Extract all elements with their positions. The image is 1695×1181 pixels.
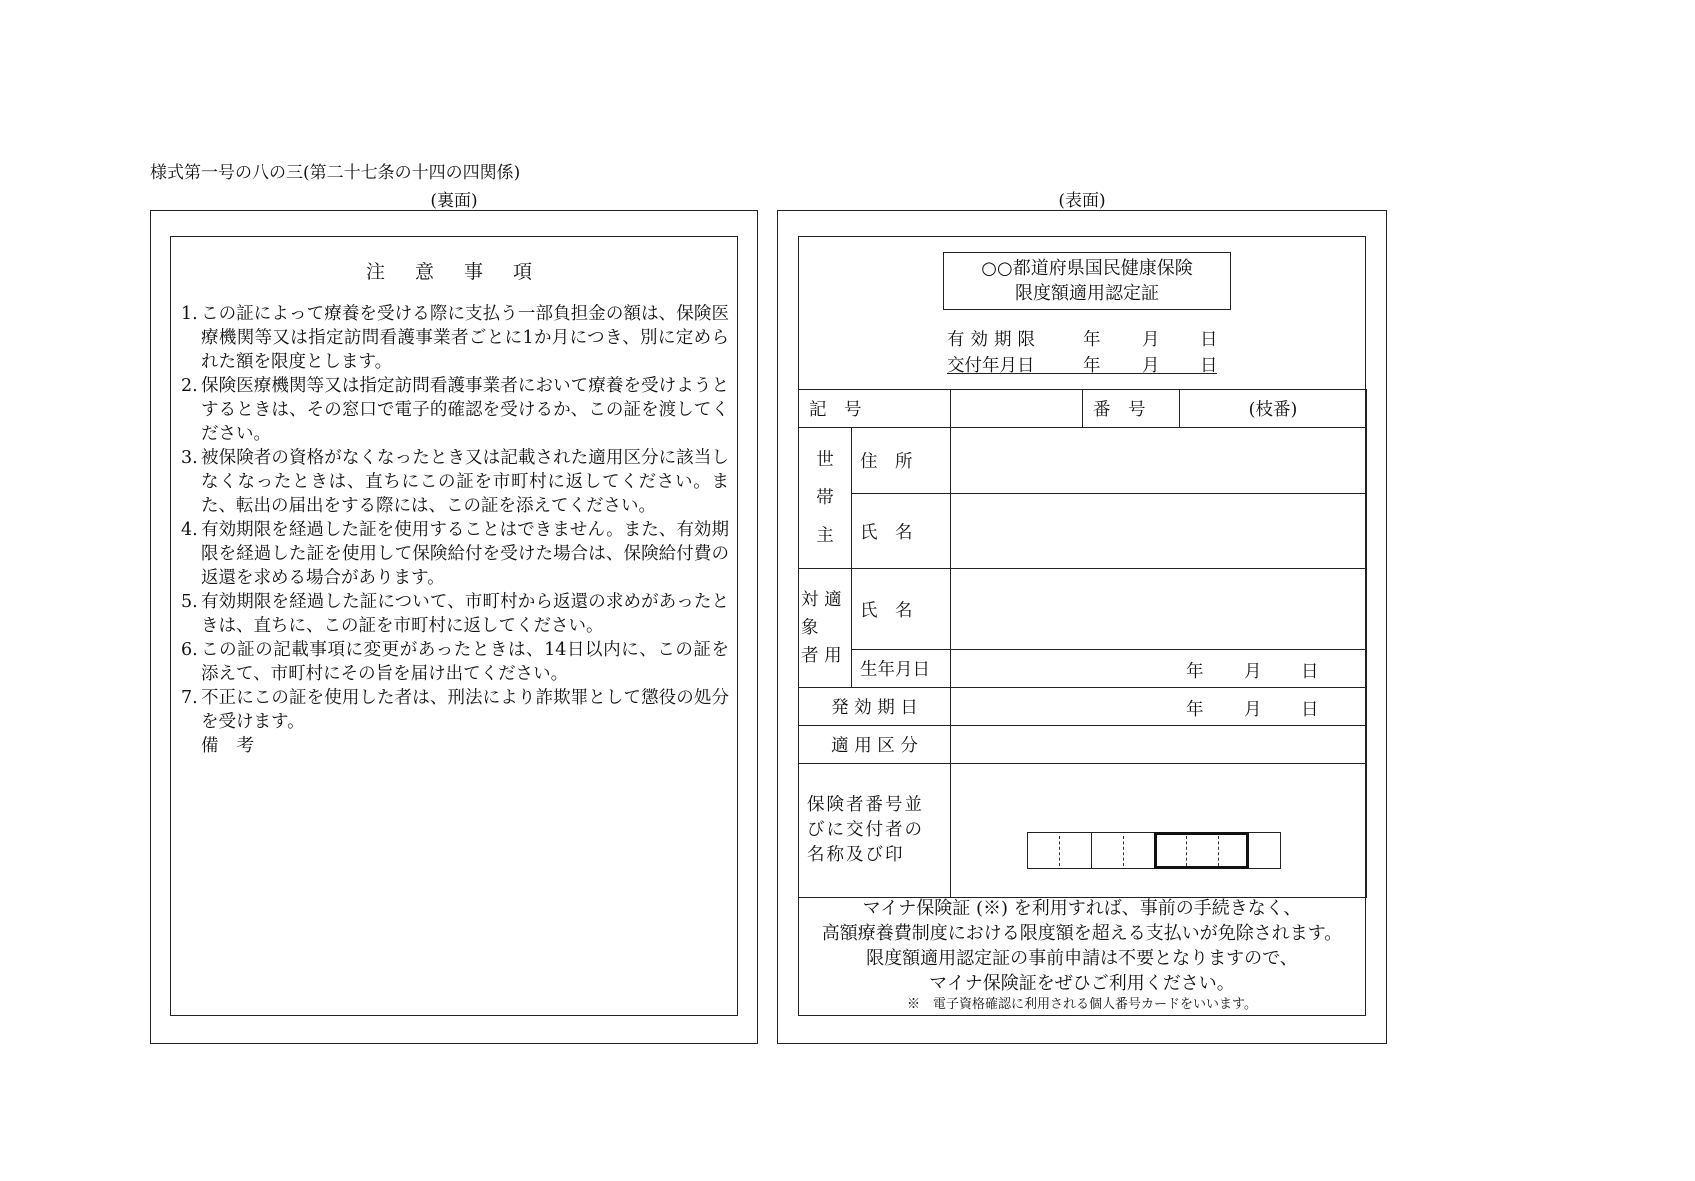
target-person-label-line: 対 適 [801, 590, 842, 610]
target-name-label: 氏 名 [852, 569, 951, 650]
target-person-label-line: 者 用 [801, 646, 842, 666]
note-number: 7. [181, 688, 198, 708]
insurer-number-divider [1027, 832, 1028, 869]
note-text: 被保険者の資格がなくなったとき又は記載された適用区分に該当しなくなったときは、直ちにこの証を市町村に返してください。また、転出の届出をする際には、この証を添えてください。 [201, 448, 729, 516]
effective-day-label: 日 [1301, 700, 1319, 720]
certificate-fields-table [798, 389, 1367, 898]
effective-month-label: 月 [1244, 700, 1262, 720]
householder-label-char: 主 [816, 526, 834, 546]
note-item [181, 638, 729, 686]
householder-label-char: 世 [816, 450, 834, 470]
householder-label-char: 帯 [816, 488, 834, 508]
note-item [181, 518, 729, 590]
notice-line: 高額療養費制度における限度額を超える支払いが免除されます。 [821, 923, 1343, 944]
insurer-info-label-line: 名称及び印 [807, 845, 905, 865]
insurer-name-title: ○○都道府県国民健康保険 [981, 258, 1193, 279]
birth-date-value [951, 650, 1367, 688]
householder-address-value [951, 428, 1367, 494]
effective-date-label: 発 効 期 日 [799, 688, 951, 726]
insurer-number-bold-box [1154, 832, 1249, 869]
target-person-label-cell [799, 569, 852, 688]
insurer-number-divider [1059, 836, 1060, 866]
birth-day-label: 日 [1301, 662, 1319, 682]
notice-line: マイナ保険証をぜひご利用ください。 [929, 973, 1235, 994]
issue-date-label: 交付年月日 [947, 356, 1035, 376]
insurer-info-label-line: 保険者番号並 [807, 795, 924, 815]
effective-year-label: 年 [1186, 700, 1204, 720]
valid-until-label: 有効期限 [947, 330, 1041, 350]
notice-footnote: ※ 電子資格確認に利用される個人番号カードをいいます。 [907, 997, 1257, 1012]
householder-name-label: 氏 名 [852, 494, 951, 569]
insurer-info-label-cell [799, 764, 951, 898]
note-item [181, 686, 729, 734]
insurer-number-divider [1123, 836, 1124, 866]
form-title: 様式第一号の八の三(第二十七条の十四の四関係) [150, 163, 521, 183]
insurer-number-divider [1091, 832, 1092, 869]
valid-month-label: 月 [1142, 330, 1160, 350]
note-text: この証の記載事項に変更があったときは、14日以内に、この証を添えて、市町村にその旨を届け出てください。 [201, 640, 729, 684]
note-text: この証によって療養を受ける際に支払う一部負担金の額は、保険医療機関等又は指定訪問看護事業者ごとに1か月につき、別に定められた額を限度とします。 [201, 304, 729, 372]
notice-line: 限度額適用認定証の事前申請は不要となりますので、 [866, 948, 1298, 969]
branch-number-label: (枝番) [1180, 390, 1367, 428]
note-item [181, 446, 729, 518]
birth-month-label: 月 [1244, 662, 1262, 682]
householder-label-cell [799, 428, 852, 569]
note-number: 3. [181, 448, 198, 468]
certificate-title-box [943, 252, 1231, 310]
householder-name-value [951, 494, 1367, 569]
notes-heading: 注 意 事 項 [365, 261, 545, 283]
birth-date-label: 生年月日 [852, 650, 951, 688]
issue-day-label: 日 [1200, 356, 1218, 376]
note-number: 4. [181, 520, 198, 540]
note-text: 有効期限を経過した証を使用することはできません。また、有効期限を経過した証を使用して保険給付を受けた場合は、保険給付費の返還を求める場合があります。 [201, 520, 729, 588]
note-item [181, 374, 729, 446]
insurer-number-divider [1186, 836, 1187, 866]
target-person-label-line: 象 [801, 618, 819, 638]
note-number: 5. [181, 592, 198, 612]
note-text: 保険医療機関等又は指定訪問看護事業者において療養を受けようとするときは、その窓口で電子的確認を受けるか、この証を渡してください。 [201, 376, 729, 444]
note-number: 2. [181, 376, 198, 396]
note-text: 有効期限を経過した証について、市町村から返還の求めがあったときは、直ちに、この証を市町村に返してください。 [201, 592, 729, 636]
my-number-card-notice [798, 896, 1366, 1014]
insurer-info-label-line: びに交付者の [807, 820, 924, 840]
target-name-value [951, 569, 1367, 650]
insurer-number-divider [1218, 836, 1219, 866]
valid-day-label: 日 [1200, 330, 1218, 350]
note-number: 6. [181, 640, 198, 660]
remarks-label: 備考 [201, 736, 272, 756]
symbol-value-cell [951, 390, 1083, 428]
issue-date-underline [947, 373, 1217, 374]
back-side-caption: (裏面) [430, 191, 478, 211]
front-side-caption: (表面) [1058, 191, 1106, 211]
issue-month-label: 月 [1142, 356, 1160, 376]
notice-line: マイナ保険証 (※) を利用すれば、事前の手続きなく、 [862, 898, 1302, 919]
birth-year-label: 年 [1186, 662, 1204, 682]
symbol-label: 記 号 [799, 390, 951, 428]
note-item [181, 590, 729, 638]
number-label: 番 号 [1083, 390, 1180, 428]
insurer-info-value [951, 764, 1367, 898]
back-card-notes-panel [170, 236, 738, 1016]
effective-date-value [951, 688, 1367, 726]
note-number: 1. [181, 304, 198, 324]
applicable-category-value [951, 726, 1367, 764]
valid-year-label: 年 [1083, 330, 1101, 350]
note-text: 不正にこの証を使用した者は、刑法により詐欺罪として懲役の処分を受けます。 [201, 688, 729, 732]
issue-year-label: 年 [1083, 356, 1101, 376]
applicable-category-label: 適 用 区 分 [799, 726, 951, 764]
note-item [181, 302, 729, 374]
certificate-name-title: 限度額適用認定証 [1015, 283, 1159, 304]
householder-address-label: 住 所 [852, 428, 951, 494]
